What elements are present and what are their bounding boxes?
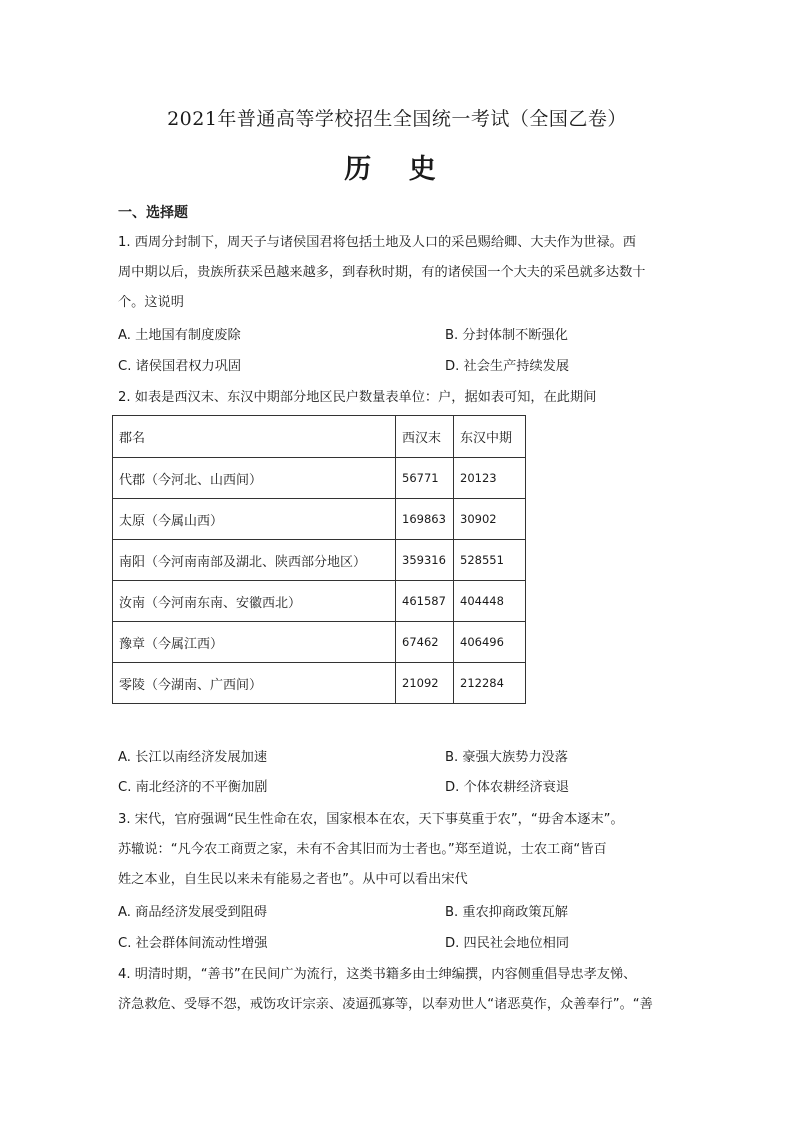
table-cell: 461587 — [396, 581, 454, 622]
q1-options-row-2 — [118, 352, 678, 382]
q3-option-c[interactable]: C. 社会群体间流动性增强 — [118, 936, 268, 951]
table-row — [113, 458, 526, 499]
table-cell: 南阳（今河南南部及湖北、陕西部分地区） — [113, 540, 396, 581]
q3-line-3: 姓之本业，自生民以来未有能易之者也”。从中可以看出宋代 — [118, 872, 468, 887]
q2-option-c[interactable]: C. 南北经济的不平衡加剧 — [118, 780, 268, 795]
table-cell: 汝南（今河南东南、安徽西北） — [113, 581, 396, 622]
table-row — [113, 663, 526, 704]
q3-options-row-1 — [118, 898, 678, 928]
table-cell: 169863 — [396, 499, 454, 540]
q3-options-row-2 — [118, 929, 678, 959]
table-header-cell: 郡名 — [113, 416, 396, 458]
q3-option-b[interactable]: B. 重农抑商政策瓦解 — [445, 905, 568, 920]
table-cell: 代郡（今河北、山西间） — [113, 458, 396, 499]
q2-options-row-1 — [118, 743, 678, 773]
table-header-cell: 西汉末 — [396, 416, 454, 458]
table-row — [113, 622, 526, 663]
table-cell: 56771 — [396, 458, 454, 499]
table-cell: 67462 — [396, 622, 454, 663]
table-cell: 零陵（今湖南、广西间） — [113, 663, 396, 704]
q1-option-c[interactable]: C. 诸侯国君权力巩固 — [118, 359, 242, 374]
q2-options-row-2 — [118, 773, 678, 803]
q2-option-b[interactable]: B. 豪强大族势力没落 — [445, 750, 568, 765]
table-cell: 404448 — [454, 581, 526, 622]
table-cell: 406496 — [454, 622, 526, 663]
subject-title: 历 史 — [344, 154, 450, 185]
question-4-stem — [118, 960, 678, 1020]
q1-line-2: 周中期以后，贵族所获采邑越来越多，到春秋时期，有的诸侯国一个大夫的采邑就多达数十 — [118, 265, 646, 280]
question-2-stem — [118, 383, 678, 413]
q3-line-2: 苏辙说：“凡今农工商贾之家，未有不舍其旧而为士者也。”郑至道说，士农工商“皆百 — [118, 842, 607, 857]
table-header-cell: 东汉中期 — [454, 416, 526, 458]
exam-title: 2021年普通高等学校招生全国统一考试（全国乙卷） — [167, 108, 627, 130]
question-1-stem — [118, 228, 678, 318]
q1-line-1: 1. 西周分封制下，周天子与诸侯国君将包括土地及人口的采邑赐给卿、大夫作为世禄。西 — [118, 235, 636, 250]
q2-stem-line: 2. 如表是西汉末、东汉中期部分地区民户数量表单位：户，据如表可知，在此期间 — [118, 390, 597, 405]
population-table — [112, 415, 526, 704]
q2-option-d[interactable]: D. 个体农耕经济衰退 — [445, 780, 570, 795]
table-cell: 528551 — [454, 540, 526, 581]
q1-option-d[interactable]: D. 社会生产持续发展 — [445, 359, 570, 374]
q1-option-a[interactable]: A. 土地国有制度废除 — [118, 328, 241, 343]
q3-option-d[interactable]: D. 四民社会地位相同 — [445, 936, 570, 951]
table-cell: 20123 — [454, 458, 526, 499]
table-cell: 豫章（今属江西） — [113, 622, 396, 663]
q2-option-a[interactable]: A. 长江以南经济发展加速 — [118, 750, 268, 765]
table-row — [113, 581, 526, 622]
section-title: 一、选择题 — [118, 205, 188, 221]
table-row — [113, 499, 526, 540]
q1-line-3: 个。这说明 — [118, 295, 184, 310]
table-row — [113, 540, 526, 581]
table-cell: 212284 — [454, 663, 526, 704]
q1-options-row-1 — [118, 321, 678, 351]
table-cell: 21092 — [396, 663, 454, 704]
table-cell: 太原（今属山西） — [113, 499, 396, 540]
table-cell: 359316 — [396, 540, 454, 581]
q4-line-2: 济急救危、受辱不怨，戒饬攻讦宗亲、凌逼孤寡等，以奉劝世人“诸恶莫作，众善奉行”。“善 — [118, 997, 653, 1012]
q4-line-1: 4. 明清时期，“善书”在民间广为流行，这类书籍多由士绅编撰，内容侧重倡导忠孝友悌、 — [118, 967, 637, 982]
question-3-stem — [118, 805, 678, 895]
table-header-row — [113, 416, 526, 458]
q3-option-a[interactable]: A. 商品经济发展受到阻碍 — [118, 905, 268, 920]
q1-option-b[interactable]: B. 分封体制不断强化 — [445, 328, 568, 343]
q3-line-1: 3. 宋代，官府强调“民生性命在农，国家根本在农，天下事莫重于农”，“毋舍本逐末”。 — [118, 812, 624, 827]
table-cell: 30902 — [454, 499, 526, 540]
